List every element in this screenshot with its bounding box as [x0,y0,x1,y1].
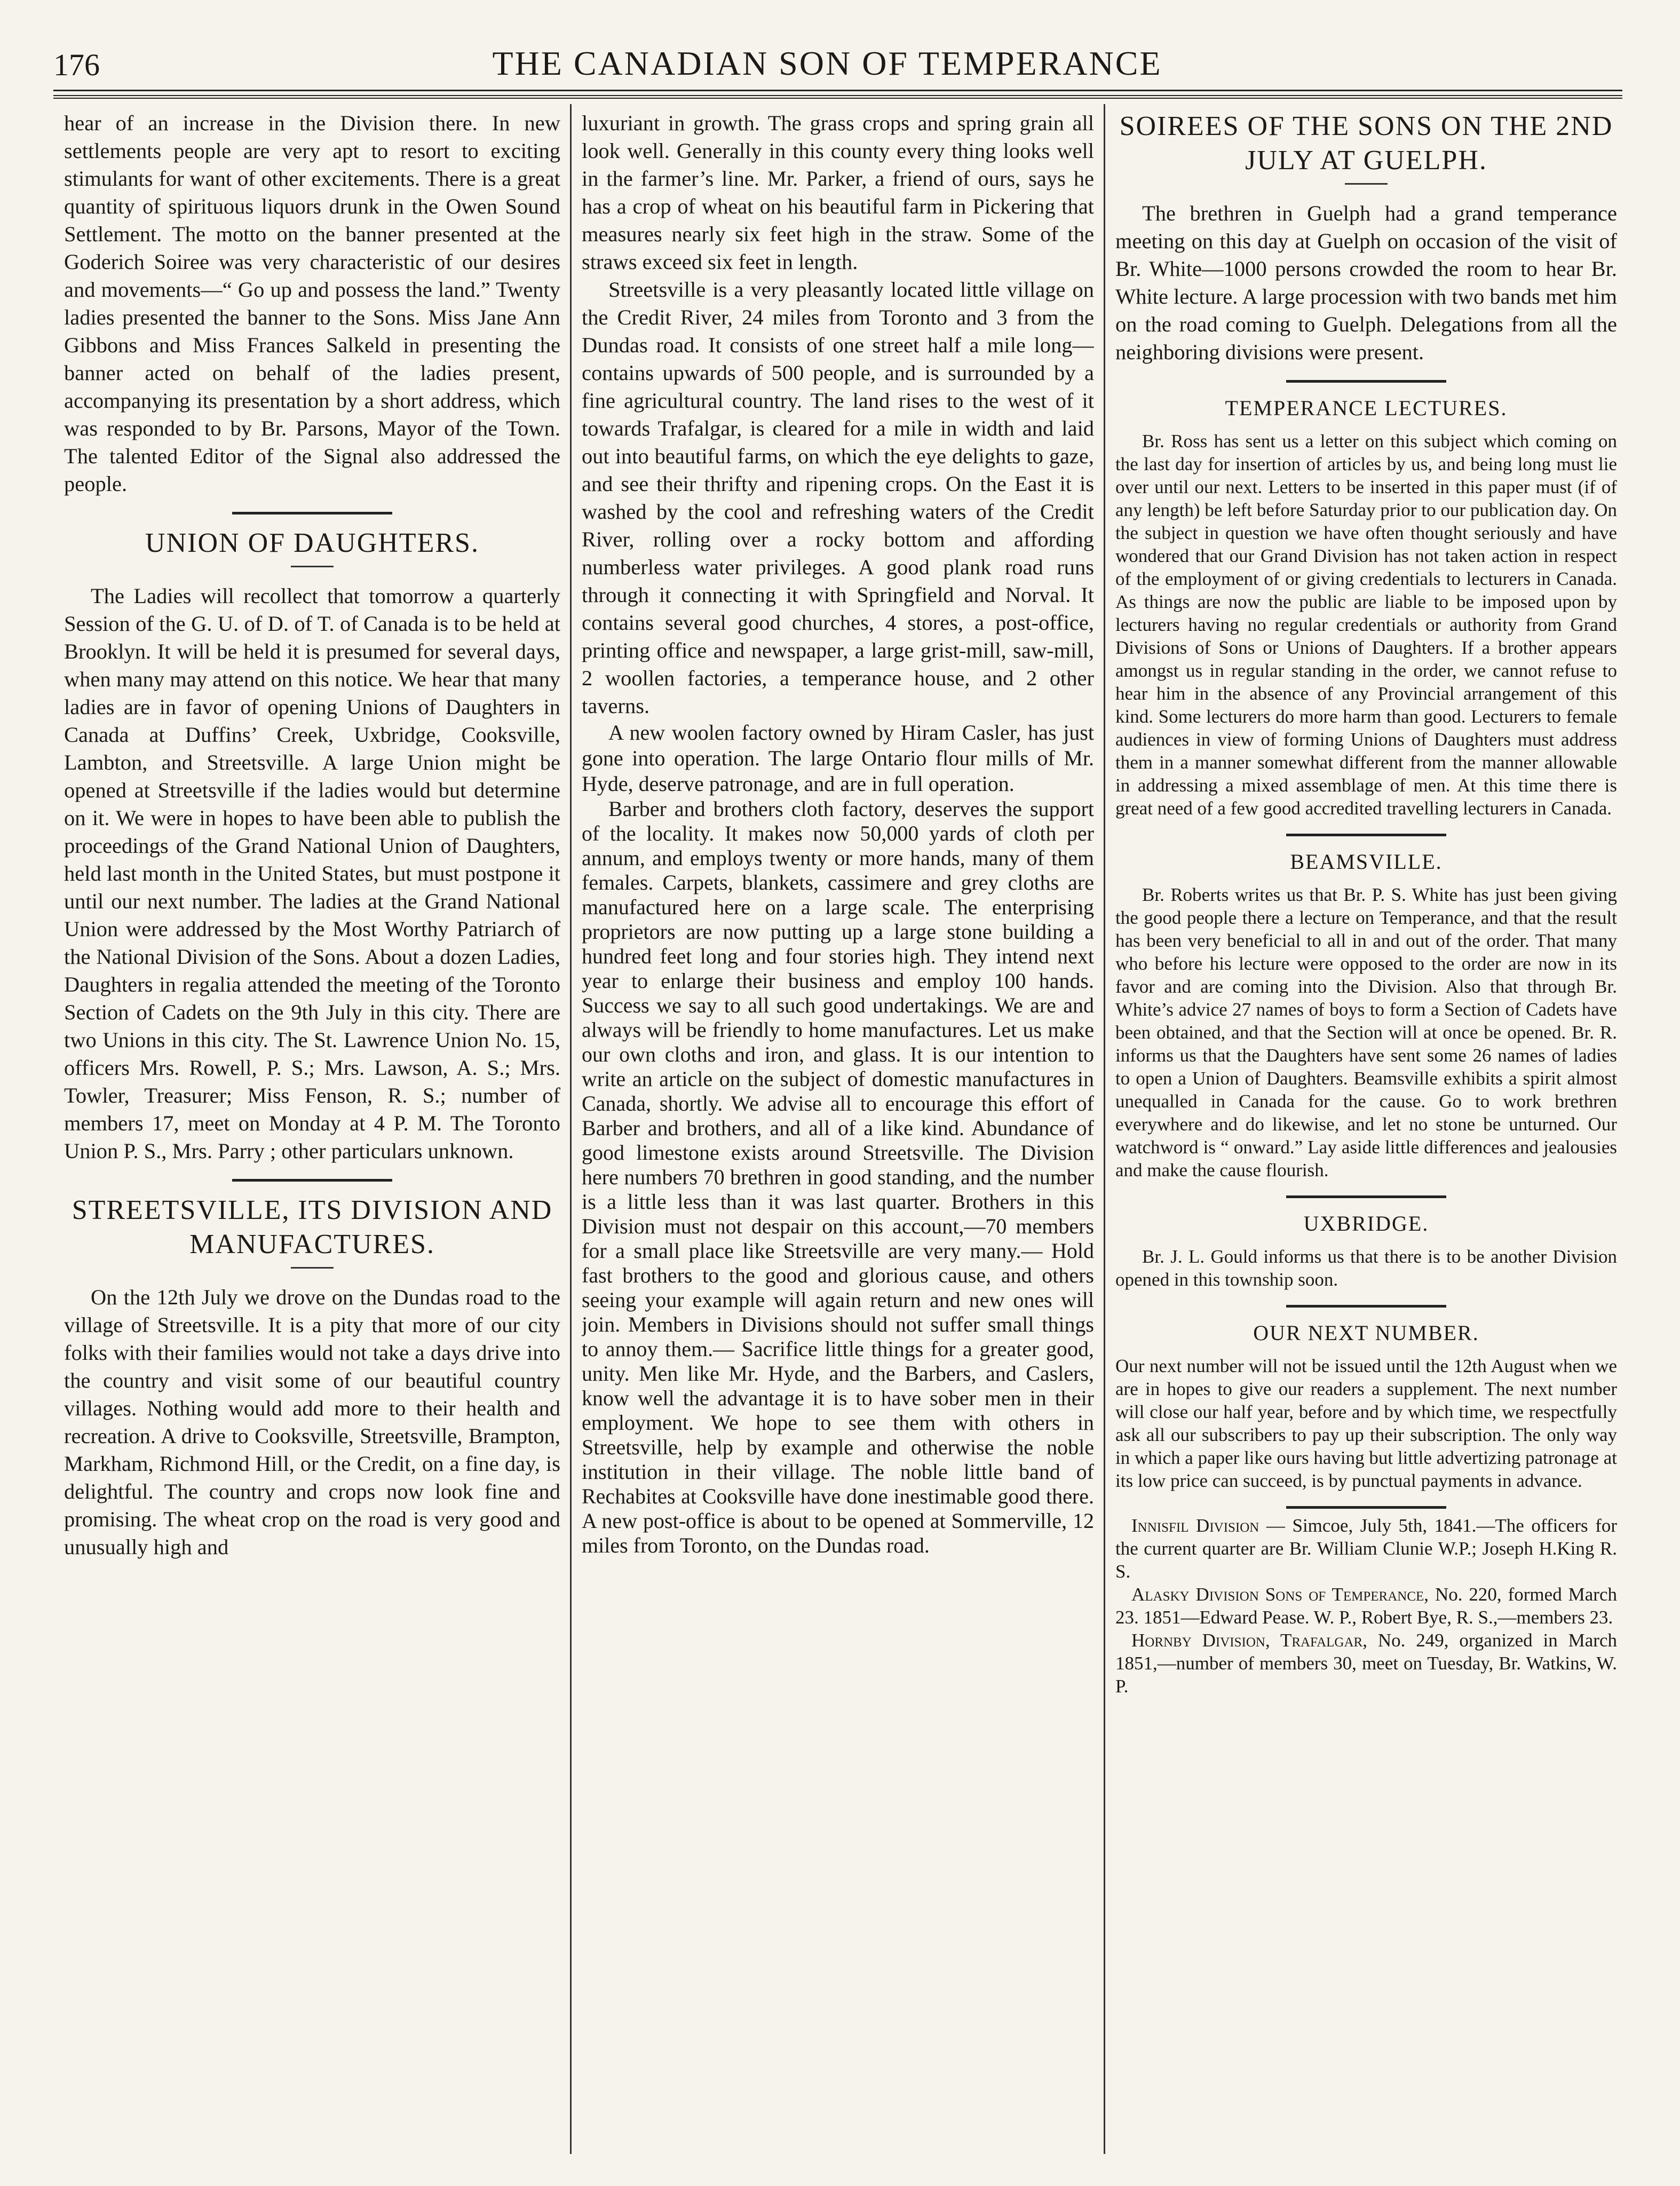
heading-dash [1345,183,1388,185]
article-paragraph: The Ladies will recollect that tomorrow a quarterly Session of the G. U. of D. of T. of Canada is to be held at Brooklyn. It will be held it is presumed for several days, when many may attend on this notice. We hear that many ladies are in favor of opening Unions of Daughters in Canada at Duffins’ Creek, Uxbridge, Cooksville, Lambton, and Streetsville. A large Union might be opened at Streetsville if the ladies would but determine on it. We were in hopes to have been able to publish the proceedings of the Grand National Union of Daughters, held last month in the United States, but must postpone it until our next number. The ladies at the Grand National Union were addressed by the Most Worthy Patriarch of the National Division of the Sons. About a dozen Ladies, Daughters in regalia attended the meeting of the Toronto Section of Cadets on the 9th July in this city. There are two Unions in this city. The St. Lawrence Union No. 15, officers Mrs. Rowell, P. S.; Mrs. Lawson, A. S.; Mrs. Towler, Treasurer; Miss Fenson, R. S.; number of members 17, meet on Monday at 4 P. M. The Toronto Union P. S., Mrs. Parry ; other particulars unknown. [64,584,560,1163]
division-notice [1115,1514,1617,1583]
article-heading-temperance-lectures: TEMPERANCE LECTURES. [1225,396,1508,420]
section-rule [1286,380,1446,383]
article-paragraph: Br. Roberts writes us that Br. P. S. White has just been giving the good people there a lecture on Temperance, and that the result has been very beneficial to all in and out of the order. That many who before his lecture were opposed to the order are now in its favor and are coming into the Division. Also that through Br. White’s advice 27 names of boys to form a Section of Cadets have been obtained, and that the Section will at once be opened. Br. R. informs us that the Daughters have sent some 26 names of ladies to open a Union of Daughters. Beamsville exhibits a spirit almost unequalled in Canada for the cause. Go to work brethren everywhere and do likewise, and let no stone be unturned. Our watchword is “ onward.” Lay aside little differences and jealousies and make the cause flourish. [1115,884,1617,1181]
column-3 [1115,109,1617,2154]
article-paragraph: Br. J. L. Gould informs us that there is to be another Division opened in this township soon. [1115,1246,1617,1290]
article-paragraph: A new woolen factory owned by Hiram Casler, has just gone into operation. The large Ontario flour mills of Mr. Hyde, deserve patronage, and are in full operation. [582,720,1094,796]
division-notice [1115,1629,1617,1698]
division-notice [1115,1583,1617,1629]
section-rule [1286,1506,1446,1509]
notice-title: Alasky Division Sons of Temperance, [1131,1584,1429,1605]
article-paragraph: Our next number will not be issued until the 12th August when we are in hopes to give our readers a supplement. The next number will close our half year, before and by which time, we respectfully ask all our subscribers to pay up their subscription. The only way in which a paper like ours having but little advertizing patronage at its low price can succeed, is by punctual payments in advance. [1115,1356,1617,1491]
section-rule [232,512,392,514]
page-number: 176 [53,47,100,82]
section-rule [232,1179,392,1182]
article-paragraph: On the 12th July we drove on the Dundas road to the village of Streetsville. It is a pity that more of our city folks with their families would not take a days drive into the country and visit some of our beautiful country villages. Nothing would add more to their health and recreation. A drive to Cooksville, Streetsville, Brampton, Markham, Richmond Hill, or the Credit, on a fine day, is delightful. The country and crops now look fine and promising. The wheat crop on the road is very good and unusually high and [64,1285,560,1559]
section-rule [1286,1305,1446,1308]
notice-text: No. 249, organized in March 1851,—number of members 30, meet on Tuesday, Br. Watkins, W. P. [1115,1630,1617,1697]
heading-dash [291,1267,334,1269]
header-rule [53,90,1622,91]
column-divider [1104,104,1105,2154]
article-paragraph: hear of an increase in the Division there. In new settlements people are very apt to resort to exciting stimulants for want of other excitements. There is a great quantity of spirituous liquors drunk in the Owen Sound Settlement. The motto on the banner presented at the Goderich Soiree was very characteristic of our desires and movements—“ Go up and possess the land.” Twenty ladies presented the banner to the Sons. Miss Jane Ann Gibbons and Miss Frances Salkeld in presenting the banner acted on behalf of the ladies present, accompanying its presentation by a short address, which was responded to by Br. Parsons, Mayor of the Town. The talented Editor of the Signal also addressed the people. [64,111,560,496]
article-paragraph: Streetsville is a very pleasantly located little village on the Credit River, 24 miles from Toronto and 3 from the Dundas road. It consists of one street half a mile long—contains upwards of 500 people, and is surrounded by a fine agricultural country. The land rises to the west of it towards Trafalgar, is cleared for a mile in width and laid out into beautiful farms, on which the eye delights to gaze, and see their thrifty and ripening crops. On the East it is washed by the cool and refreshing waters of the Credit River, rolling over a rocky bottom and affording numberless water privileges. A good plank road runs through it connecting it with Springfield and Norval. It contains several good churches, 4 stores, a post-office, printing office and newspaper, a large grist-mill, saw-mill, 2 woollen factories, a temperance house, and 2 other taverns. [582,278,1094,718]
column-2 [582,109,1094,2154]
article-heading-union-of-daughters: UNION OF DAUGHTERS. [145,528,479,558]
article-heading-beamsville: BEAMSVILLE. [1290,850,1443,874]
column-divider [570,104,572,2154]
article-paragraph: Br. Ross has sent us a letter on this subject which coming on the last day for insertion of articles by us, and being long must lie over until our next. Letters to be inserted in this paper must (if of any length) be left before Saturday prior to our publication day. On the subject in question we have often thought seriously and have wondered that our Grand Division has not taken action in respect of the employment of or giving credentials to lecturers in Canada. As things are now the public are liable to be imposed upon by lecturers having no regular credentials or authority from Grand Divisions of Sons or Unions of Daughters. If a brother appears amongst us in regular standing in the order, we cannot refuse to hear him in the absence of any Provincial arrangement of this kind. Some lecturers do more harm than good. Lecturers to female audiences in view of forming Unions of Daughters must address them in a manner somewhat different from the manner allowable in addressing a mixed assemblage of men. At this time there is great need of a few good accredited travelling lecturers in Canada. [1115,431,1617,819]
page-header [37,42,1617,90]
column-1 [64,109,560,2154]
article-paragraph: Barber and brothers cloth factory, deserves the support of the locality. It makes now 50,000 yards of cloth per annum, and employs twenty or more hands, many of them females. Carpets, blankets, cassimere and grey cloths are manufactured here on a large scale. The enterprising proprietors are now putting up a large stone building a hundred feet long and four stories high. They intend next year to enlarge their business and employ 100 hands. Success we say to all such good undertakings. We are and always will be friendly to home manufactures. Let us make our own cloths and iron, and glass. It is our intention to write an article on the subject of domestic manufactures in Canada, shortly. We advise all to encourage this effort of Barber and brothers, and all of a like kind. Abundance of good limestone exists around Streetsville. The Division here numbers 70 brethren in good standing, and the number is a little less than it was last quarter. Brothers in this Division must not despair on this account,—70 members for a small place like Streetsville are very many.— Hold fast brothers to the good and glorious cause, and others seeing your example will again return and new ones will join. Members in Divisions should not suffer small things to annoy them.— Sacrifice little things for a greater good, unity. Men like Mr. Hyde, and the Barbers, and Caslers, know well the advantage it is to have sober men in their employment. We hope to see them with others in Streetsville, help by example and otherwise the noble institution in their village. The noble little band of Rechabites at Cooksville have done inestimable good there. A new post-office is about to be opened at Sommerville, 12 miles from Toronto, on the Dundas road. [582,797,1094,1557]
article-paragraph: The brethren in Guelph had a grand temperance meeting on this day at Guelph on occasion of the visit of Br. White—1000 persons crowded the room to hear Br. White lecture. A large procession with two bands met him on the road coming to Guelph. Delegations from all the neighboring divisions were present. [1115,201,1617,364]
newspaper-title: THE CANADIAN SON OF TEMPERANCE [492,44,1162,82]
article-heading-streetsville: STREETSVILLE, ITS DIVISION AND MANUFACTURES. [72,1195,553,1260]
article-heading-uxbridge: UXBRIDGE. [1303,1211,1429,1235]
section-rule [1286,834,1446,836]
notice-title: Innisfil Division [1131,1515,1259,1536]
notice-title: Hornby Division, Trafalgar, [1131,1630,1367,1651]
article-heading-soirees: SOIREES OF THE SONS ON THE 2ND JULY AT GUELPH. [1119,111,1613,176]
article-heading-our-next-number: OUR NEXT NUMBER. [1253,1321,1479,1345]
notice-text: — Simcoe, July 5th, 1841.—The officers for the current quarter are Br. William Clunie W.P.; Joseph H.King R. S. [1115,1515,1617,1582]
article-paragraph: luxuriant in growth. The grass crops and spring grain all look well. Generally in this county every thing looks well in the farmer’s line. Mr. Parker, a friend of ours, says he has a crop of wheat on his beautiful farm in Pickering that measures nearly six feet high in the straw. Some of the straws exceed six feet in length. [582,111,1094,274]
section-rule [1286,1195,1446,1198]
header-double-rule [53,95,1622,99]
notice-text: No. 220, formed March 23. 1851—Edward Pease. W. P., Robert Bye, R. S.,—members 23. [1115,1584,1617,1628]
heading-dash [291,566,334,567]
